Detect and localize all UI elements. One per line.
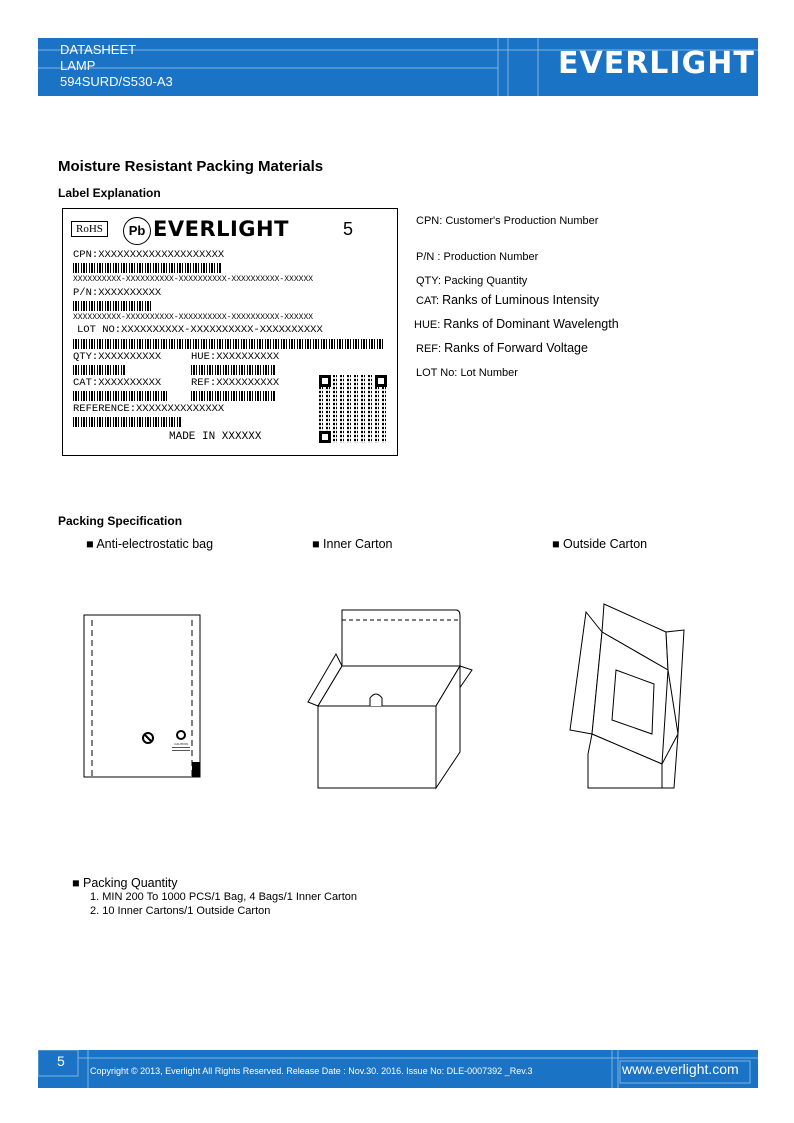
footer-copyright: Copyright © 2013, Everlight All Rights Reserved. Release Date : Nov.30. 2016. Issue No: DLE-0007392 _Rev.3 — [90, 1066, 533, 1076]
label-made-in: MADE IN XXXXXX — [169, 431, 262, 443]
packing-quantity-heading: ■ Packing Quantity — [72, 876, 178, 890]
legend-cat: CAT: Ranks of Luminous Intensity — [416, 293, 600, 307]
bag-caution-text: CAUTION — [174, 742, 188, 746]
label-explanation-heading: Label Explanation — [58, 186, 161, 200]
sample-label — [62, 208, 398, 456]
label-qty: QTY:XXXXXXXXXX — [73, 351, 162, 363]
reference-barcode — [73, 417, 181, 427]
legend-lot: LOT No: Lot Number — [416, 367, 518, 379]
legend-ref: REF: Ranks of Forward Voltage — [416, 341, 588, 355]
hue-barcode — [191, 365, 275, 375]
label-long-line-2: XXXXXXXXXX-XXXXXXXXXX-XXXXXXXXXX-XXXXXXXXXX-XXXXXX — [73, 313, 314, 322]
header-datasheet: DATASHEET — [60, 42, 137, 57]
outside-carton-drawing — [556, 592, 692, 792]
label-legend — [416, 215, 716, 385]
section-title: Moisture Resistant Packing Materials — [58, 158, 324, 175]
label-long-line-1: XXXXXXXXXX-XXXXXXXXXX-XXXXXXXXXX-XXXXXXXXXX-XXXXXX — [73, 275, 314, 284]
spec-item-inner-carton: ■ Inner Carton — [312, 537, 393, 551]
packing-quantity-line-2: 2. 10 Inner Cartons/1 Outside Carton — [90, 905, 271, 917]
qty-barcode — [73, 365, 125, 375]
label-hue: HUE:XXXXXXXXXX — [191, 351, 280, 363]
label-cat: CAT:XXXXXXXXXX — [73, 377, 162, 389]
label-pn: P/N:XXXXXXXXXX — [73, 287, 162, 299]
header-lamp: LAMP — [60, 58, 96, 73]
legend-qty: QTY: Packing Quantity — [416, 275, 528, 287]
lot-barcode — [73, 339, 385, 349]
spec-item-outside-carton: ■ Outside Carton — [552, 537, 648, 551]
legend-cpn: CPN: Customer's Production Number — [416, 215, 599, 227]
inner-carton-drawing — [300, 604, 474, 790]
ref-barcode — [191, 391, 275, 401]
packing-quantity-line-1: 1. MIN 200 To 1000 PCS/1 Bag, 4 Bags/1 Inner Carton — [90, 891, 358, 903]
footer-website-link[interactable]: www.everlight.com — [622, 1061, 739, 1077]
label-ref: REF:XXXXXXXXXX — [191, 377, 280, 389]
cpn-barcode — [73, 263, 221, 273]
spec-item-bag: ■ Anti-electrostatic bag — [86, 537, 214, 551]
label-reference: REFERENCE:XXXXXXXXXXXXXX — [73, 403, 225, 415]
cat-barcode — [73, 391, 169, 401]
label-cpn: CPN:XXXXXXXXXXXXXXXXXXXX — [73, 249, 225, 261]
page-number: 5 — [57, 1053, 65, 1069]
packing-spec-heading: Packing Specification — [58, 514, 183, 528]
pb-free-icon: Pb — [123, 217, 151, 245]
header-part-number: 594SURD/S530-A3 — [60, 74, 173, 89]
qr-code — [319, 375, 387, 443]
pn-barcode — [73, 301, 153, 311]
anti-static-bag-drawing — [80, 612, 206, 780]
label-lot: LOT NO:XXXXXXXXXX-XXXXXXXXXX-XXXXXXXXXX — [77, 324, 323, 336]
everlight-logo: EVERLIGHT — [558, 46, 755, 81]
label-logo: EVERLIGHT — [153, 217, 289, 241]
label-number: 5 — [343, 219, 354, 239]
legend-hue: HUE: Ranks of Dominant Wavelength — [414, 317, 619, 331]
header-doc-info — [60, 42, 173, 90]
rohs-mark: RoHS — [71, 221, 108, 237]
legend-pn: P/N : Production Number — [416, 251, 539, 263]
